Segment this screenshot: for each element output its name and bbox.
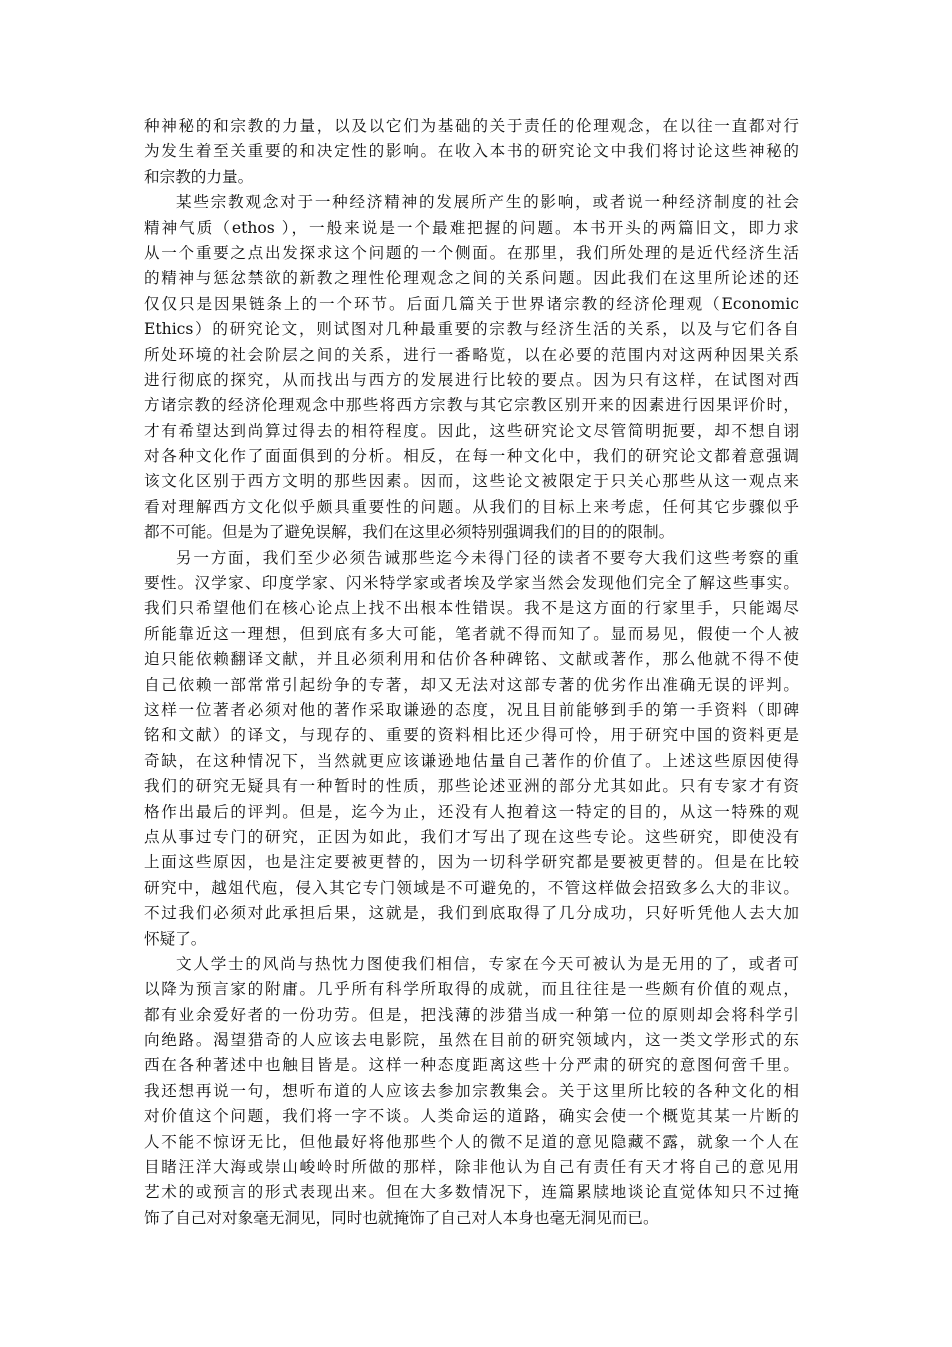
text-line: 种神秘的和宗教的力量，以及以它们为基础的关于责任的伦理观念，在以往一直都对行 [144, 117, 799, 135]
text-line: 文人学士的风尚与热忱力图使我们相信，专家在今天可被认为是无用的了，或者可 [176, 954, 799, 973]
text-line: 我们的研究无疑具有一种暂时的性质，那些论述亚洲的部分尤其如此。只有专家才有资 [144, 777, 799, 796]
text-line: 为发生着至关重要的和决定性的影响。在收入本书的研究论文中我们将讨论这些神秘的 [144, 142, 799, 161]
text-line: 这样一位著者必须对他的著作采取谦逊的态度，况且目前能够到手的第一手资料（即碑 [144, 700, 799, 719]
text-line: 对各种文化作了面面俱到的分析。相反，在每一种文化中，我们的研究论文都着意强调 [144, 447, 799, 466]
text-line: 以降为预言家的附庸。几乎所有科学所取得的成就，而且往往是一些颇有价值的观点， [144, 980, 799, 999]
text-line: 的精神与惩忿禁欲的新教之理性伦理观念之间的关系问题。因此我们在这里所论述的还 [144, 269, 799, 288]
text-line: 所处环境的社会阶层之间的关系，进行一番略览，以在必要的范围内对这两种因果关系 [144, 345, 799, 364]
text-line: 铭和文献）的译文，与现存的、重要的资料相比还少得可怜，用于研究中国的资料更是 [144, 726, 799, 745]
text-line: 不过我们必须对此承担后果，这就是，我们到底取得了几分成功，只好听凭他人去大加 [144, 904, 799, 923]
text-line: 奇缺，在这种情况下，当然就更应该谦逊地估量自己著作的价值了。上述这些原因使得 [144, 751, 799, 770]
text-line: 要性。汉学家、印度学家、闪米特学家或者埃及学家当然会发现他们完全了解这些事实。 [144, 574, 799, 593]
text-line: 上面这些原因，也是注定要被更替的，因为一切科学研究都是要被更替的。但是在比较 [144, 853, 799, 872]
text-line: 我们只希望他们在核心论点上找不出根本性错误。我不是这方面的行家里手，只能竭尽 [144, 599, 799, 618]
text-line: 点从事过专门的研究，正因为如此，我们才写出了现在这些专论。这些研究，即使没有 [144, 827, 799, 846]
text-line: 迫只能依赖翻译文献，并且必须利用和估价各种碑铭、文献或著作，那么他就不得不使 [144, 650, 799, 669]
text-line: 格作出最后的评判。但是，迄今为止，还没有人抱着这一特定的目的，从这一特殊的观 [144, 802, 799, 821]
text-line: 都不可能。但是为了避免误解，我们在这里必须特别强调我们的目的的限制。 [144, 523, 675, 542]
text-line: 自己依赖一部常常引起纷争的专著，却又无法对这部专著的优劣作出准确无误的评判。 [144, 675, 799, 694]
text-line: 怀疑了。 [144, 929, 207, 948]
text-line: 所能靠近这一理想，但到底有多大可能，笔者就不得而知了。显而易见，假使一个人被 [144, 624, 799, 643]
text-line: 艺术的或预言的形式表现出来。但在大多数情况下，连篇累牍地谈论直觉体知只不过掩 [144, 1183, 799, 1202]
text-line: 向绝路。渴望猎奇的人应该去电影院，虽然在目前的研究领域内，这一类文学形式的东 [144, 1031, 799, 1050]
body-text [144, 114, 799, 1231]
text-line: 精神气质（ethos ），一般来说是一个最难把握的问题。本书开头的两篇旧文，即力求 [144, 218, 799, 237]
text-line: 仅仅只是因果链条上的一个环节。后面几篇关于世界诸宗教的经济伦理观（Economic [144, 294, 799, 313]
text-line: 我还想再说一句，想听布道的人应该去参加宗教集会。关于这里所比较的各种文化的相 [144, 1081, 799, 1100]
text-line: 和宗教的力量。 [144, 167, 254, 186]
text-line: 从一个重要之点出发探求这个问题的一个侧面。在那里，我们所处理的是近代经济生活 [144, 243, 799, 262]
text-line: 研究中，越俎代庖，侵入其它专门领域是不可避免的，不管这样做会招致多么大的非议。 [144, 878, 799, 897]
text-line: 人不能不惊讶无比，但他最好将他那些个人的微不足道的意见隐藏不露，就象一个人在 [144, 1132, 799, 1151]
text-line: 方诸宗教的经济伦理观念中那些将西方宗教与其它宗教区别开来的因素进行因果评价时， [144, 396, 799, 415]
text-line: 某些宗教观念对于一种经济精神的发展所产生的影响，或者说一种经济制度的社会 [176, 193, 799, 212]
text-line: 进行彻底的探究，从而找出与西方的发展进行比较的要点。因为只有这样，在试图对西 [144, 370, 799, 389]
text-line: 西在各种著述中也触目皆是。这样一种态度距离这些十分严肃的研究的意图何啻千里。 [144, 1056, 799, 1075]
text-line: Ethics）的研究论文，则试图对几种最重要的宗教与经济生活的关系，以及与它们各自 [144, 320, 799, 339]
text-line: 看对理解西方文化似乎颇具重要性的问题。从我们的目标上来考虑，任何其它步骤似乎 [144, 497, 799, 516]
text-line: 才有希望达到尚算过得去的相符程度。因此，这些研究论文尽管简明扼要，却不想自诩 [144, 421, 799, 440]
text-line: 饰了自己对对象毫无洞见，同时也就掩饰了自己对人本身也毫无洞见而已。 [144, 1208, 659, 1227]
text-line: 该文化区别于西方文明的那些因素。因而，这些论文被限定于只关心那些从这一观点来 [144, 472, 799, 491]
text-line: 另一方面，我们至少必须告诫那些迄今未得门径的读者不要夸大我们这些考察的重 [176, 548, 799, 567]
text-line: 目睹汪洋大海或崇山峻岭时所做的那样，除非他认为自己有责任有天才将自己的意见用 [144, 1158, 799, 1177]
text-line: 都有业余爱好者的一份功劳。但是，把浅薄的涉猎当成一种第一位的原则却会将科学引 [144, 1005, 799, 1024]
text-line: 对价值这个问题，我们将一字不谈。人类命运的道路，确实会使一个概览其某一片断的 [144, 1107, 799, 1126]
